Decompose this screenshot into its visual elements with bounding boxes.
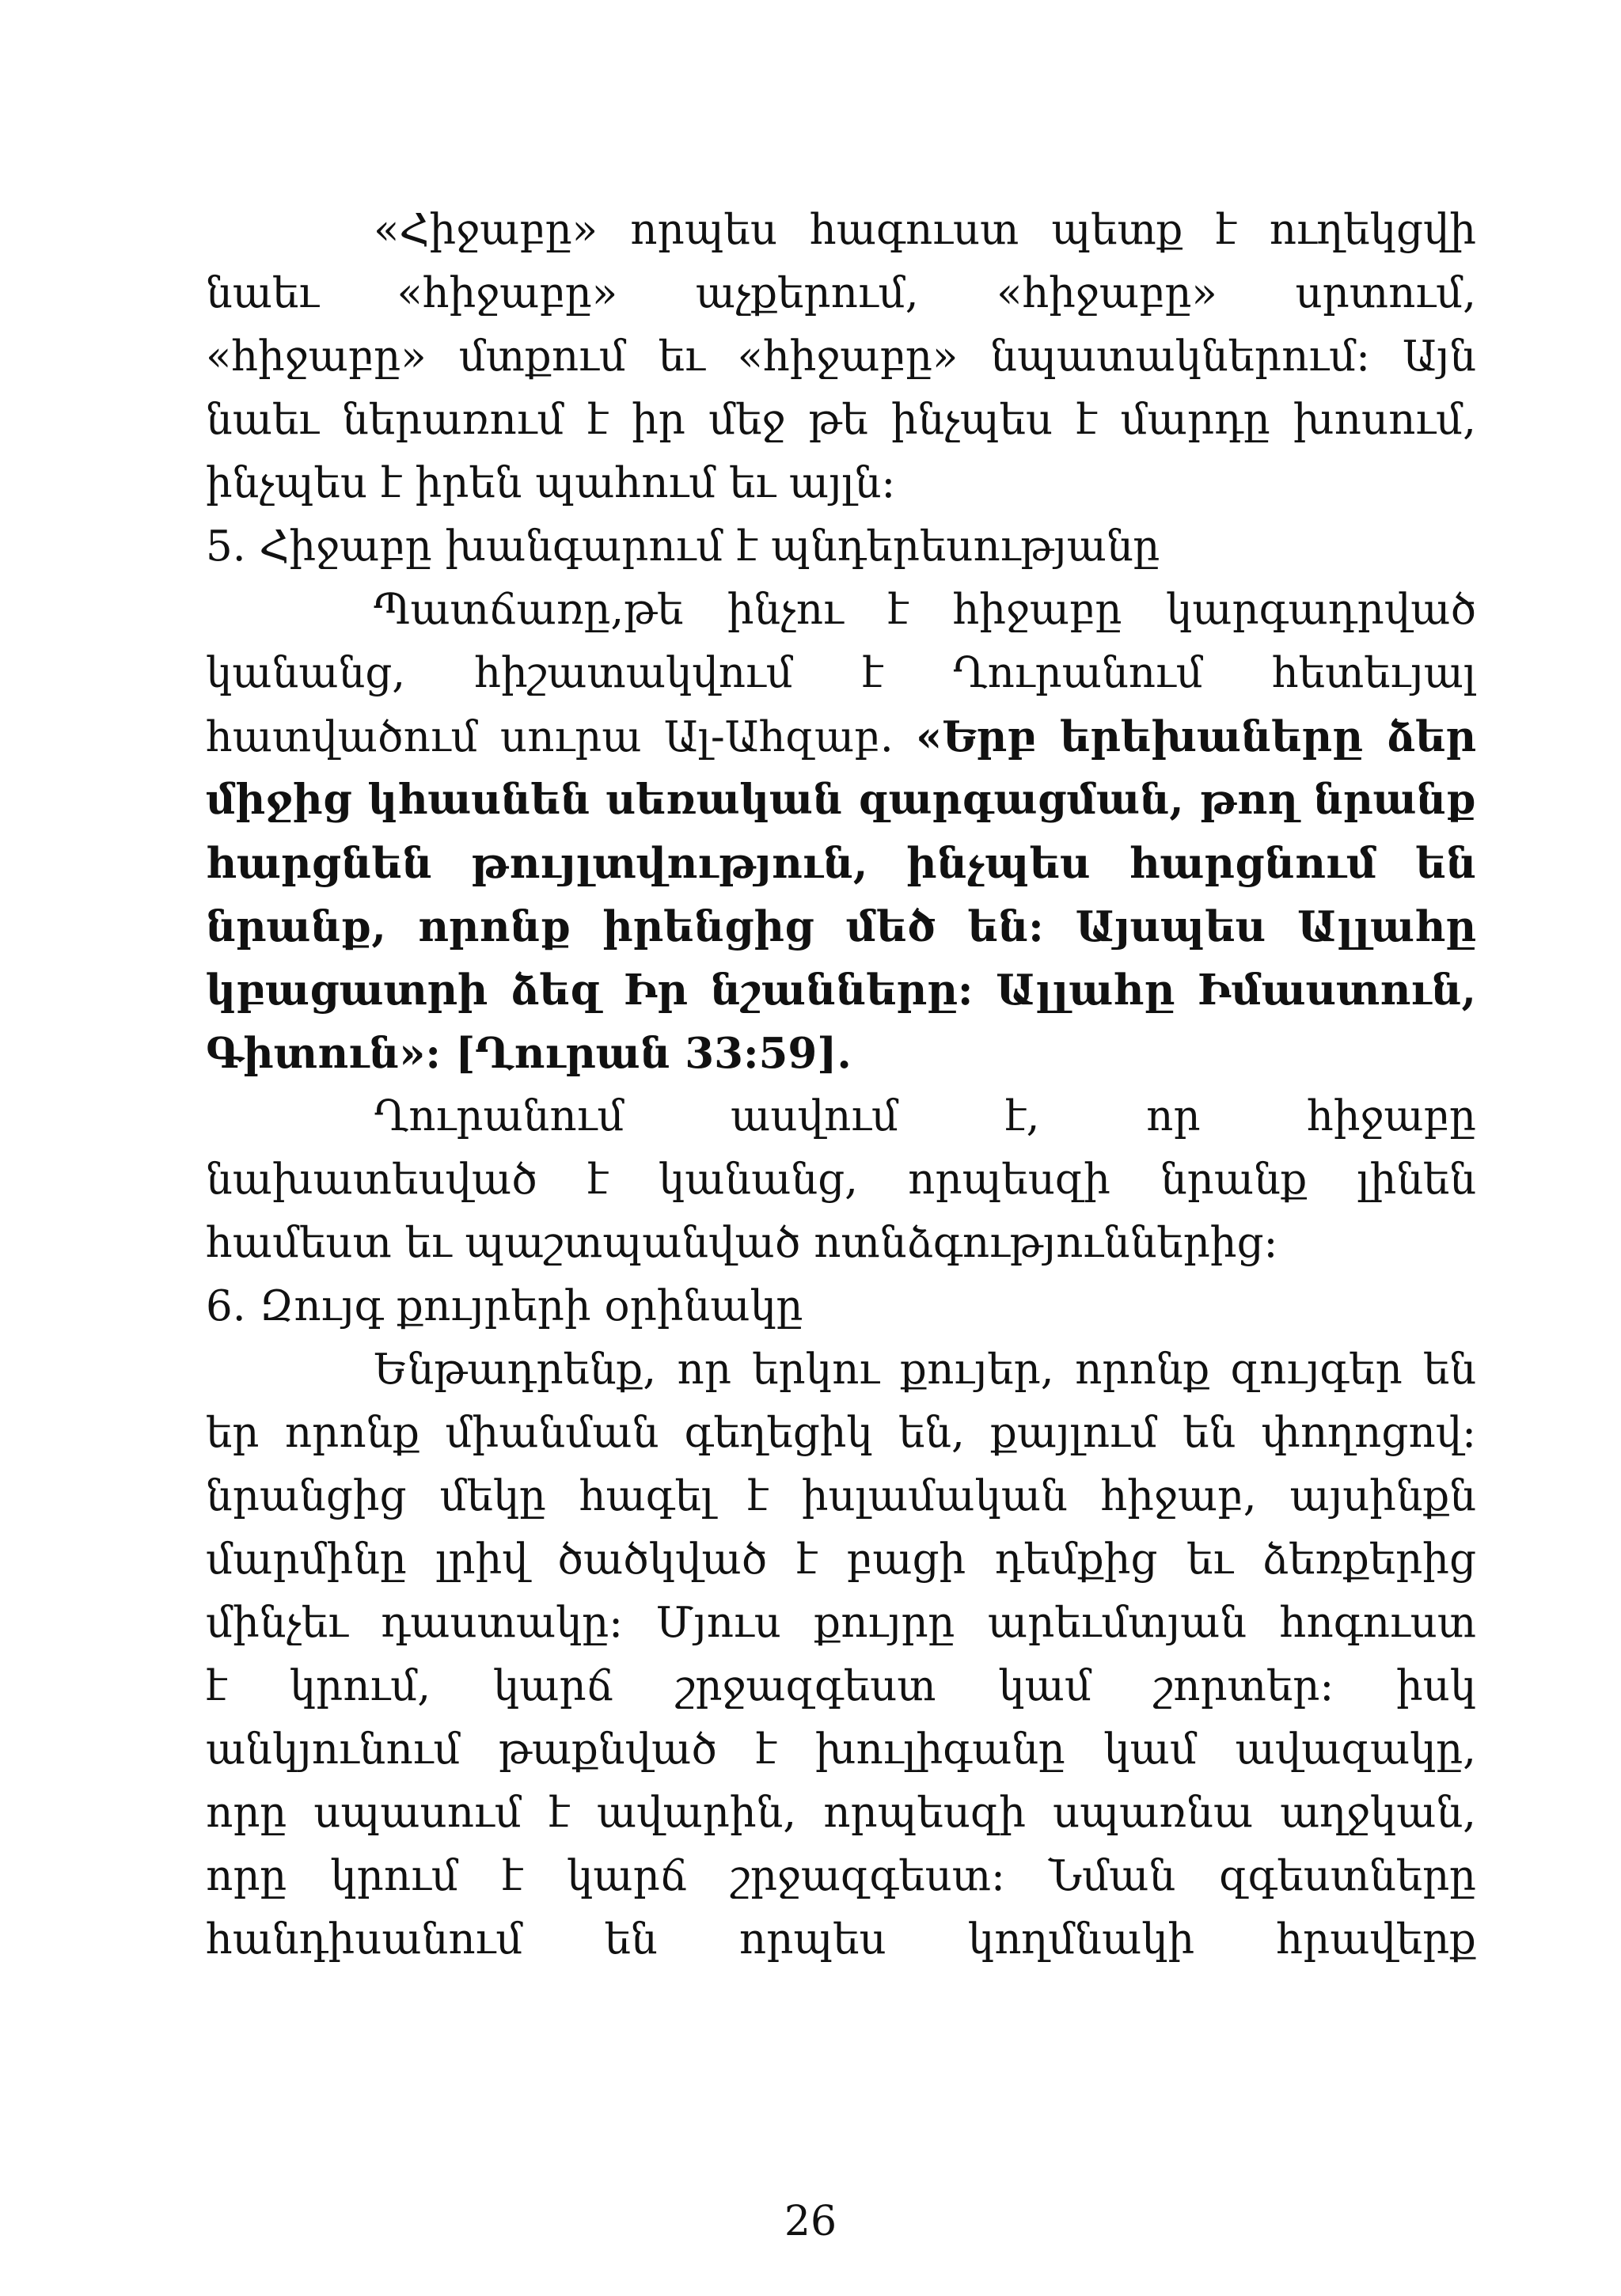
text-line: որը սպասում է ավարին, որպեսզի սպառնա աղջկան, — [206, 1789, 1476, 1837]
page-number: 26 — [784, 2198, 837, 2245]
text-line: Ենթադրենք, որ երկու քույեր, որոնք զույգեր են — [374, 1345, 1476, 1394]
text-line: մարմինը լրիվ ծածկված է բացի դեմքից եւ ձեռքերից — [206, 1535, 1476, 1584]
text-line: նրանցից մեկը հագել է իսլամական հիջաբ, այսինքն — [206, 1472, 1476, 1520]
text-line: հանդիսանում են որպես կողմնակի հրավերք — [206, 1915, 1476, 1964]
text-line: եր որոնք միանման գեղեցիկ են, քայլում են փողոցով: — [206, 1409, 1476, 1457]
text-line: կանանց, հիշատակվում է Ղուրանում հետեւյալ — [206, 649, 1476, 697]
quote-line: նրանք, որոնք իրենցից մեծ են: Այսպես Ալլահը — [206, 902, 1476, 951]
quote-line: կբացատրի ձեզ Իր նշանները: Ալլահը Իմաստուն, — [206, 966, 1476, 1015]
quote-line: միջից կհասնեն սեռական զարգացման, թող նրանք — [206, 776, 1476, 824]
text-line: անկյունում թաքնված է խուլիգանը կամ ավազակը, — [206, 1725, 1476, 1774]
text-line: «Հիջաբը» որպես հագուստ պետք է ուղեկցվի — [374, 206, 1476, 254]
text-line: նաեւ ներառում է իր մեջ թե ինչպես է մարդը խոսում, — [206, 396, 1476, 444]
text-line: որը կրում է կարճ շրջազգեստ: Նման զգեստները — [206, 1852, 1476, 1900]
text-line: «հիջաբը» մտքում եւ «հիջաբը» նպատակներում: Այն — [206, 332, 1476, 381]
text-line: համեստ եւ պաշտպանված ոտնձգություններից: — [206, 1219, 1278, 1267]
text-line: Ղուրանում ասվում է, որ հիջաբը — [374, 1092, 1476, 1140]
text-line: հատվածում սուրա Ալ-Ահզաբ. «Երբ երեխաները ձեր — [206, 712, 1476, 761]
text-line: նախատեսված է կանանց, որպեսզի նրանք լինեն — [206, 1156, 1476, 1204]
text-line: մինչեւ դաստակը: Մյուս քույրը արեւմտյան հոգուստ — [206, 1599, 1476, 1647]
quote-citation: Գիտուն»: [Ղուրան 33:59]. — [206, 1029, 852, 1078]
text-line: նաեւ «հիջաբը» աչքերում, «հիջաբը» սրտում, — [206, 269, 1476, 317]
text-line: է կրում, կարճ շրջազգեստ կամ շորտեր: իսկ — [206, 1662, 1476, 1710]
text-line: Պատճառը,թե ինչու է հիջաբը կարգադրված — [374, 586, 1476, 634]
section-heading: 6. Զույգ քույրերի օրինակը — [206, 1282, 803, 1330]
text-line: ինչպես է իրեն պահում եւ այլն: — [206, 459, 896, 507]
section-heading: 5. Հիջաբը խանգարում է պնդերեսությանը — [206, 522, 1160, 571]
quote-line: հարցնեն թույլտվություն, ինչպես հարցնում են — [206, 839, 1476, 888]
